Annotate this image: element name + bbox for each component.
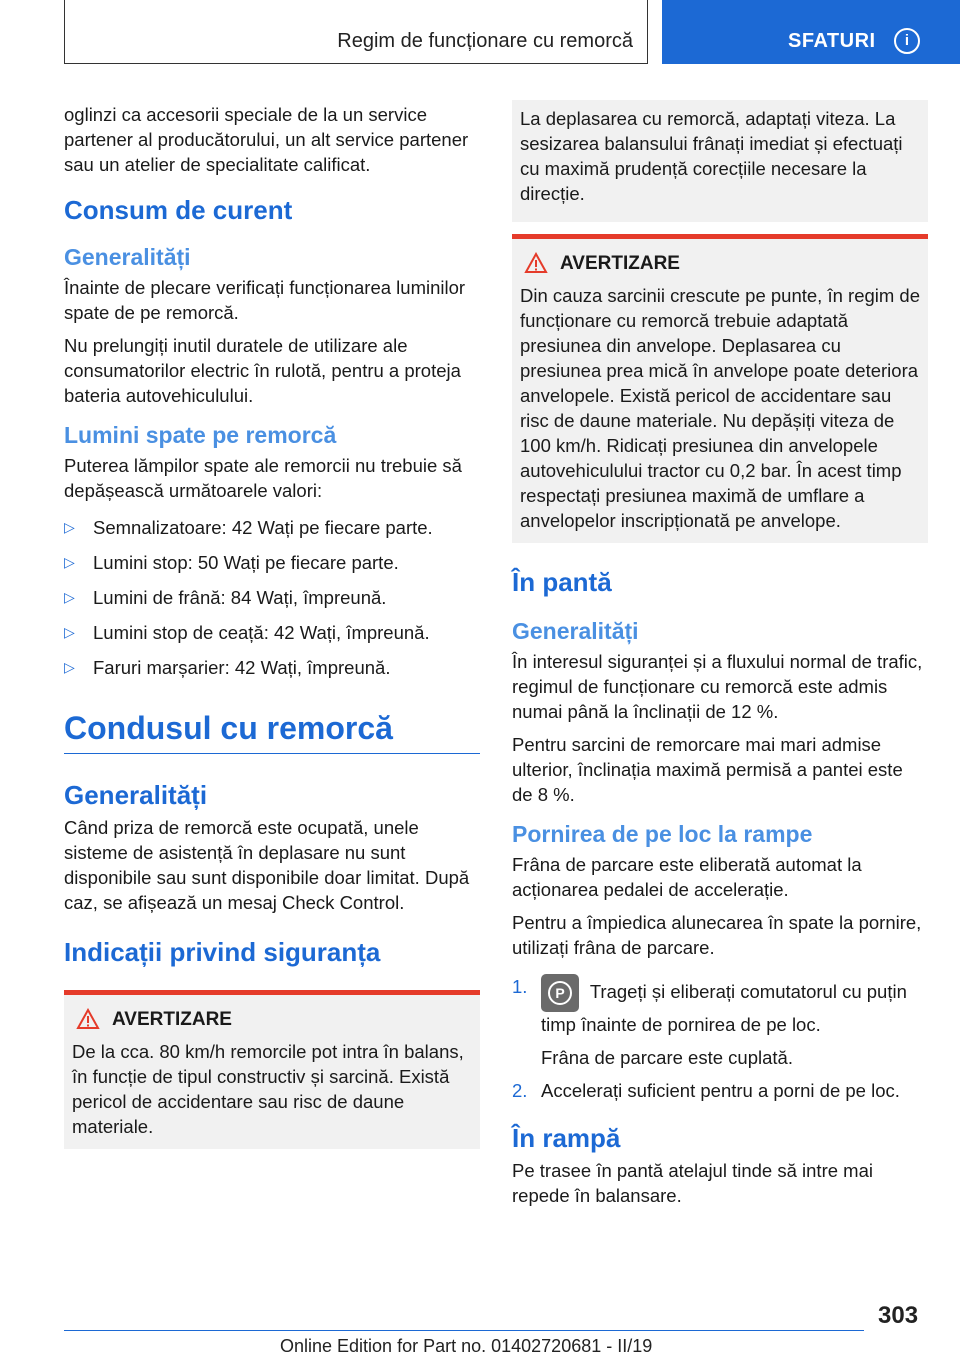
panta-paragraph-2: Pentru sarcini de remorcare mai mari admise ulterior, înclinația maximă permisă a pantei este de 8 %. — [512, 734, 903, 805]
pornire-paragraph-2: Pentru a împiedica alunecarea în spate la pornire, utilizați frâna de parcare. — [512, 912, 922, 958]
footer-edition: Online Edition for Part no. 01402720681 - II/19 — [280, 1336, 653, 1356]
footer-rule — [64, 1330, 864, 1331]
condusul-heading: Condusul cu remorcă — [64, 710, 480, 754]
parking-brake-icon: P — [541, 974, 579, 1012]
rampa-heading: În rampă — [512, 1123, 621, 1153]
step-text: Accelerați suficient pentru a porni de pe loc. — [541, 1080, 900, 1101]
warning-icon — [524, 252, 548, 274]
header-tab-sfaturi[interactable] — [662, 0, 960, 64]
indicatii-heading: Indicații privind siguranța — [64, 937, 381, 967]
warning-box-left — [64, 990, 480, 1149]
list-item: ▷ Lumini stop: 50 Wați pe fiecare parte. — [64, 552, 399, 573]
step-2 — [512, 1078, 928, 1103]
rampa-paragraph: Pe trasee în pantă atelajul tinde să intre mai repede în balansare. — [512, 1160, 873, 1206]
lumini-paragraph: Puterea lămpilor spate ale remorcii nu trebuie să depășească următoarele valori: — [64, 455, 462, 501]
list-item: ▷ Lumini de frână: 84 Wați, împreună. — [64, 587, 387, 608]
warning-text: Din cauza sarcinii crescute pe punte, în regim de funcționare cu remorcă trebuie adaptată presiunea din anvelope. Deplasarea cu presiunea prea mică în anvelope poate deteriora anvelopele. Există pericol de accidentare sau risc de daune materiale. Nu depășiți viteza de 100 km/h. Ridicați presiunea din anvelopele autovehiculului tractor cu 0,2 bar. În acest timp respectați presiunea maximă de umflare a anvelopelor inscripționată pe anvelope. — [520, 285, 921, 531]
consum-gen-heading: Generalități — [64, 244, 191, 270]
warning-box-right — [512, 234, 928, 543]
step-1 — [512, 974, 928, 1037]
warning-text: De la cca. 80 km/h remorcile pot intra în balans, în funcție de tipul constructiv și sarcină. Există pericol de accidentare sau risc de daune materiale. — [72, 1041, 464, 1137]
lumini-bullet-list — [64, 515, 480, 680]
warning-title: AVERTIZARE — [72, 1007, 472, 1033]
bullet-icon: ▷ — [64, 589, 75, 605]
info-box-text: La deplasarea cu remorcă, adaptați viteza. La sesizarea balansului frânați imediat și efectuați cu maximă prudență corecțiile necesare la direcție. — [520, 108, 903, 204]
consum-paragraph-2: Nu prelungiți inutil duratele de utilizare ale consumatorilor electric în rulotă, pentru a proteja bateria autovehiculului. — [64, 335, 461, 406]
bullet-icon: ▷ — [64, 659, 75, 675]
bullet-icon: ▷ — [64, 624, 75, 640]
bullet-icon: ▷ — [64, 519, 75, 535]
warning-icon — [76, 1008, 100, 1030]
condusul-gen-heading: Generalități — [64, 780, 208, 810]
consum-heading: Consum de curent — [64, 195, 293, 225]
panta-heading: În pantă — [512, 567, 612, 597]
page-number: 303 — [878, 1302, 919, 1329]
header-section-title: Regim de funcționare cu remorcă — [337, 30, 633, 52]
warning-title: AVERTIZARE — [520, 251, 920, 277]
step-number: 1. — [512, 976, 528, 997]
header-tab-label: SFATURI — [788, 30, 876, 52]
right-column — [512, 100, 928, 1216]
panta-paragraph-1: În interesul siguranței și a fluxului normal de trafic, regimul de funcționare cu remorcă este admis numai până la înclinații de 12 %. — [512, 651, 923, 722]
list-item: ▷ Semnalizatoare: 42 Wați pe fiecare parte. — [64, 517, 433, 538]
pornire-heading: Pornirea de pe loc la rampe — [512, 821, 813, 847]
left-column — [64, 100, 480, 1149]
info-icon: i — [894, 28, 920, 54]
intro-paragraph: oglinzi ca accesorii speciale de la un service partener al producătorului, un alt service partener sau un atelier de specialitate calificat. — [64, 104, 469, 175]
panta-gen-heading: Generalități — [512, 618, 639, 644]
step-1-result: Frâna de parcare este cuplată. — [541, 1047, 793, 1068]
list-item: ▷ Faruri marșarier: 42 Wați, împreună. — [64, 657, 391, 678]
step-text: Trageți și eliberați comutatorul cu puțin timp înainte de pornirea de pe loc. — [541, 980, 907, 1035]
pornire-paragraph-1: Frâna de parcare este eliberată automat la acționarea pedalei de accelerație. — [512, 854, 862, 900]
bullet-icon: ▷ — [64, 554, 75, 570]
header-section-box — [64, 0, 648, 64]
list-item: ▷ Lumini stop de ceață: 42 Wați, împreună. — [64, 622, 430, 643]
consum-paragraph-1: Înainte de plecare verificați funcționarea luminilor spate de pe remorcă. — [64, 277, 466, 323]
step-number: 2. — [512, 1080, 528, 1101]
lumini-heading: Lumini spate pe remorcă — [64, 422, 337, 448]
info-box — [512, 100, 928, 222]
condusul-paragraph: Când priza de remorcă este ocupată, unele sisteme de asistență în deplasare nu sunt disponibile sau sunt disponibile doar limitat. După caz, se afișează un mesaj Check Control. — [64, 817, 470, 913]
